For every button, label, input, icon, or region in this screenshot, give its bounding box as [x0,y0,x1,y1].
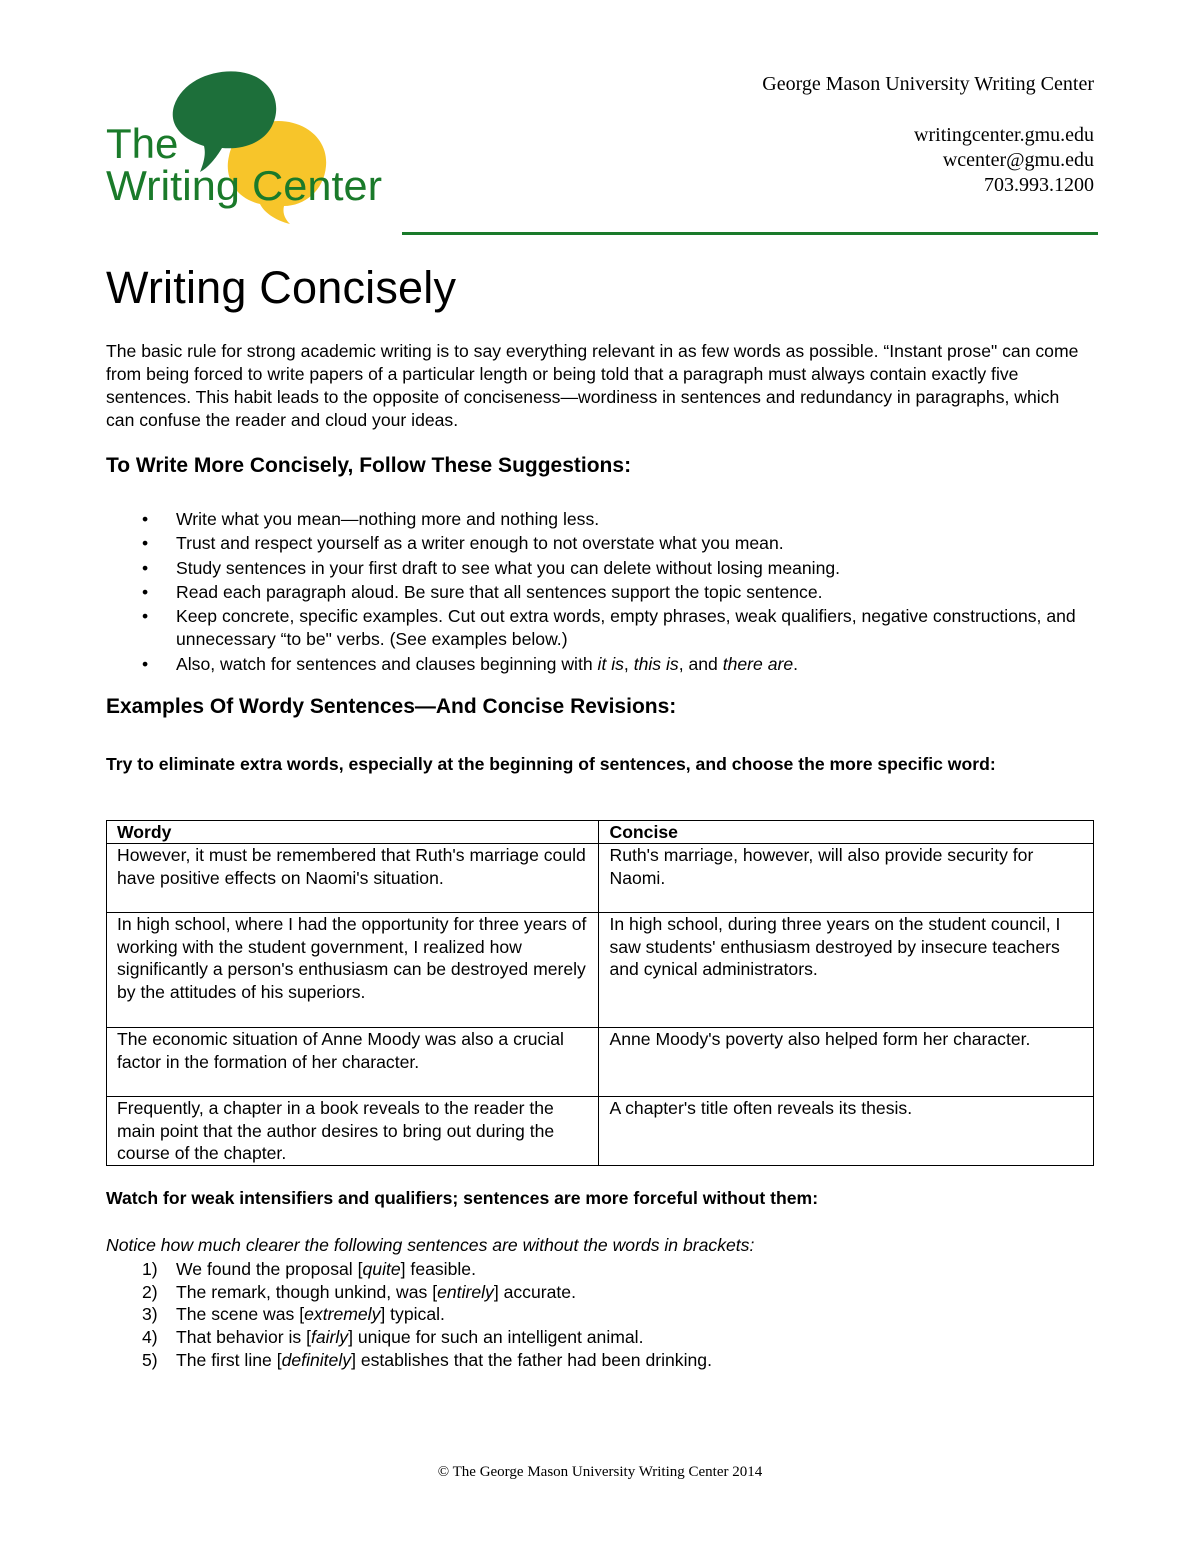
logo-text-line2: Writing Center [106,162,383,209]
phone-number: 703.993.1200 [984,174,1094,196]
list-item: 3) The scene was [extremely] typical. [142,1304,445,1325]
contact-block [762,72,1094,198]
page-title: Writing Concisely [106,262,457,313]
examples-lead: Try to eliminate extra words, especially at the beginning of sentences, and choose the more specific word: [106,754,996,774]
list-item: • Also, watch for sentences and clauses beginning with it is, this is, and there are. [106,653,1096,676]
bullet-icon: • [142,509,149,529]
list-item: 4) That behavior is [fairly] unique for such an intelligent animal. [142,1327,644,1348]
concise-cell: In high school, during three years on the student council, I saw students' enthusiasm destroyed by insecure teachers and cynical administrators. [599,913,1094,1028]
org-name: George Mason University Writing Center [762,73,1094,95]
examples-heading: Examples Of Wordy Sentences—And Concise Revisions: [106,695,677,718]
suggestions-heading: To Write More Concisely, Follow These Suggestions: [106,454,632,477]
footer-copyright: © The George Mason University Writing Center 2014 [437,1464,763,1480]
qualifiers-lead: Watch for weak intensifiers and qualifiers; sentences are more forceful without them: [106,1188,819,1208]
table-row [107,844,1094,913]
suggestions-list [106,508,1096,677]
column-header-concise: Concise [599,821,1094,844]
list-item: • Read each paragraph aloud. Be sure that all sentences support the topic sentence. [106,581,1096,604]
table-row [107,913,1094,1028]
logo-text-line1: The [106,120,179,167]
concise-cell: A chapter's title often reveals its thesis. [599,1097,1094,1166]
list-item: 1) We found the proposal [quite] feasible. [142,1259,476,1279]
wordy-cell: In high school, where I had the opportunity for three years of working with the student government, I realized how significantly a person's enthusiasm can be destroyed merely by the attitudes of his superiors. [107,913,599,1028]
header-divider [402,232,1098,235]
bullet-icon: • [142,581,149,602]
wordy-cell: Frequently, a chapter in a book reveals to the reader the main point that the author desires to bring out during the course of the chapter. [107,1097,599,1166]
email-link[interactable]: wcenter@gmu.edu [942,149,1094,171]
table-row [107,1097,1094,1166]
wordy-cell: However, it must be remembered that Ruth's marriage could have positive effects on Naomi's situation. [107,844,599,913]
bullet-icon: • [142,606,149,627]
list-item: 2) The remark, though unkind, was [entirely] accurate. [142,1281,576,1302]
list-item: • Trust and respect yourself as a writer enough to not overstate what you mean. [106,532,1096,555]
website-link[interactable]: writingcenter.gmu.edu [914,124,1094,146]
writing-center-logo [104,66,394,226]
bullet-icon: • [142,557,149,578]
table-row [107,1028,1094,1097]
qualifiers-list [106,1258,712,1372]
concise-cell: Anne Moody's poverty also helped form her character. [599,1028,1094,1097]
list-item: 5) The first line [definitely] establishes that the father had been drinking. [142,1349,712,1370]
examples-table [106,820,1094,1166]
bullet-icon: • [142,533,149,554]
list-item: • Study sentences in your first draft to see what you can delete without losing meaning. [106,557,1096,580]
intro-paragraph: The basic rule for strong academic writing is to say everything relevant in as few words as possible. “Instant prose" can come from being forced to write papers of a particular length or being told that a paragraph must always contain exactly five sentences. This habit leads to the opposite of conciseness—wordiness in sentences and redundancy in paragraphs, which can confuse the reader and cloud your ideas. [106,341,1079,430]
wordy-cell: The economic situation of Anne Moody was also a crucial factor in the formation of her character. [107,1028,599,1097]
table-header-row [107,821,1094,844]
list-item: • Keep concrete, specific examples. Cut out extra words, empty phrases, weak qualifiers, negative constructions, and unnecessary “to be" verbs. (See examples below.) [142,606,1076,650]
bullet-icon: • [142,653,149,674]
qualifiers-notice: Notice how much clearer the following sentences are without the words in brackets: [106,1235,755,1255]
speech-bubbles-icon [104,66,394,226]
column-header-wordy: Wordy [107,821,599,844]
list-item: • Write what you mean—nothing more and nothing less. [106,508,1096,531]
concise-cell: Ruth's marriage, however, will also provide security for Naomi. [599,844,1094,913]
